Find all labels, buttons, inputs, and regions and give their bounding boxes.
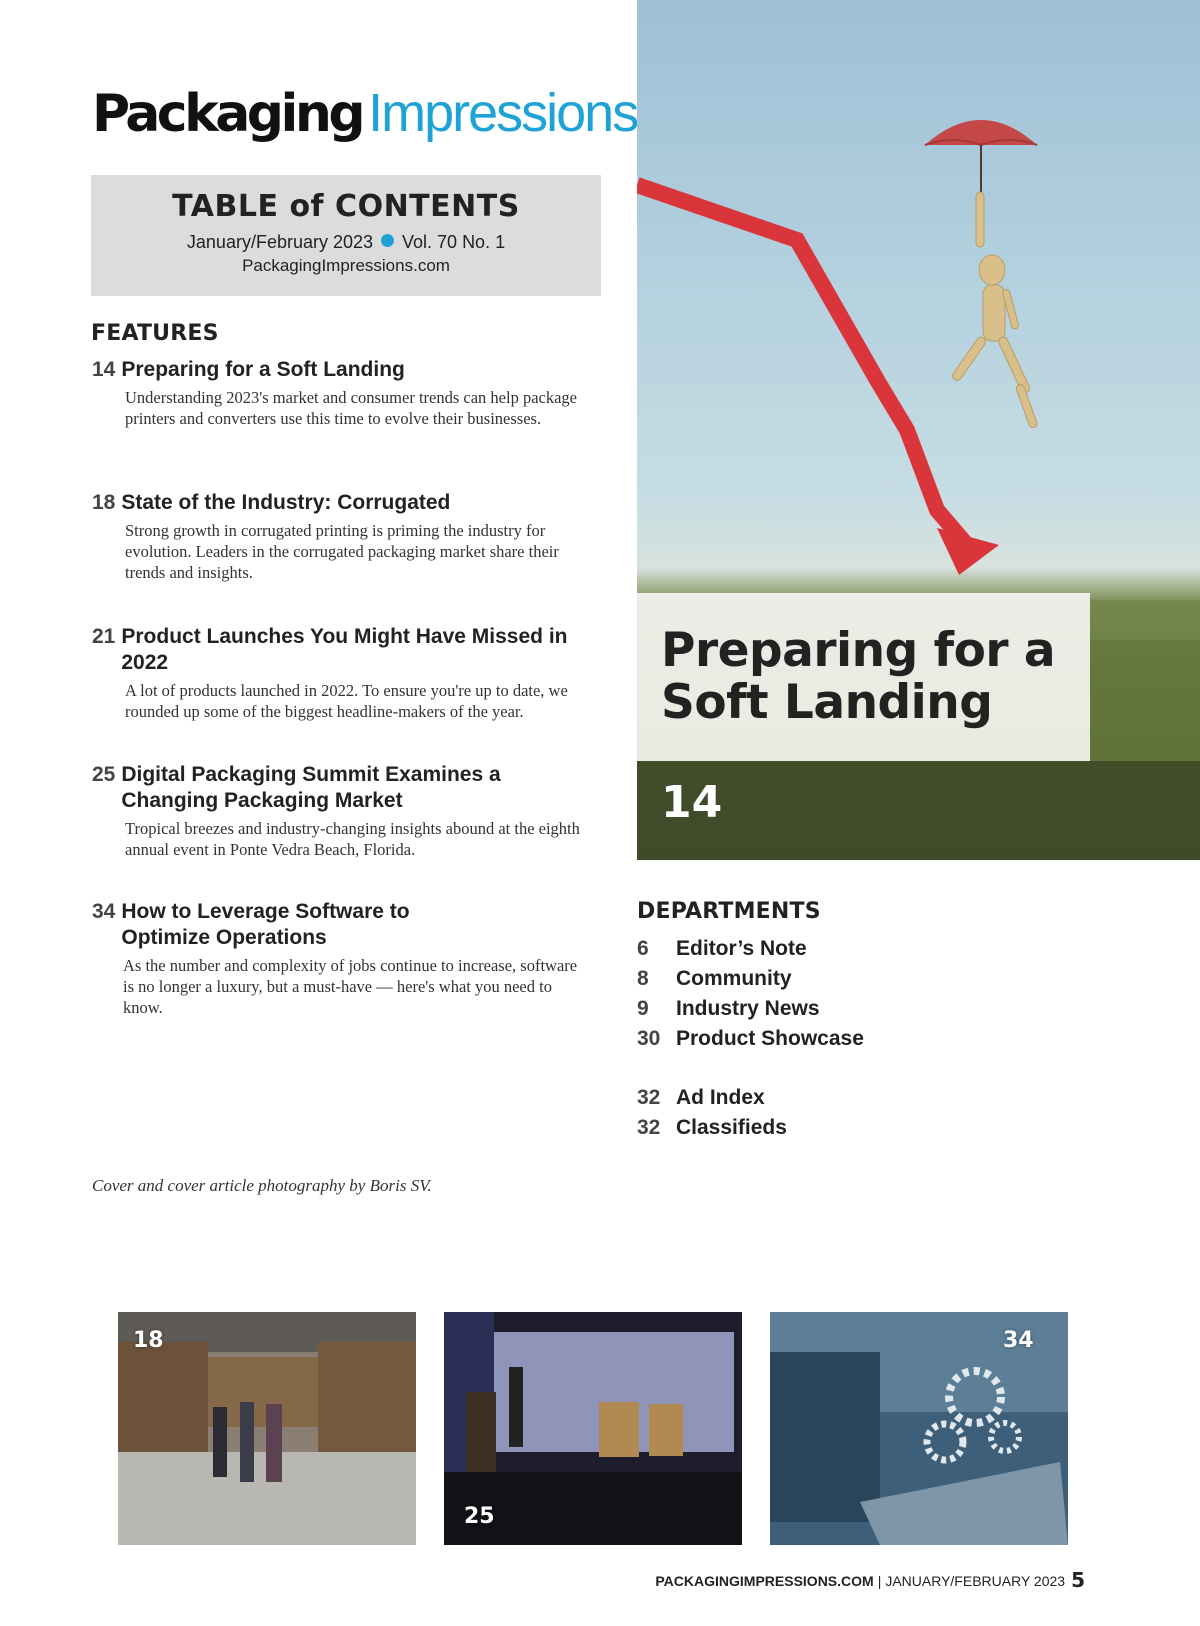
brand-name-light: Impressions [368,83,638,143]
feature-title: State of the Industry: Corrugated [121,491,451,514]
department-label: Ad Index [676,1086,765,1109]
department-page: 9 [637,997,649,1020]
toc-header-box [91,175,601,296]
department-page: 32 [637,1116,661,1139]
site-url[interactable]: PackagingImpressions.com [242,256,450,275]
department-spacer [637,1054,864,1083]
cover-image[interactable] [637,0,1200,860]
feature-page: 14 [92,358,116,381]
masthead-logo [92,82,638,152]
department-page: 30 [637,1027,661,1050]
features-heading: FEATURES [91,321,219,346]
feature-page: 25 [92,763,116,786]
department-page: 8 [637,967,649,990]
umbrella-icon [925,120,1037,195]
department-label: Industry News [676,997,820,1020]
thumbnail-summit[interactable] [444,1312,742,1545]
brand-name-bold: Packaging [92,84,363,144]
feature-item[interactable] [92,357,602,429]
photo-credit: Cover and cover article photography by Boris SV. [92,1176,432,1195]
feature-item[interactable] [92,762,602,860]
feature-description: Tropical breezes and industry-changing insights abound at the eighth annual event in Ponte Vedra Beach, Florida. [125,819,580,859]
thumbnail-page-number: 34 [1003,1328,1034,1353]
department-item[interactable] [637,934,864,964]
thumbnail-software[interactable] [770,1312,1068,1545]
cover-title: Preparing for a Soft Landing [661,623,1056,730]
footer-separator: | [877,1573,882,1589]
feature-description: As the number and complexity of jobs continue to increase, software is no longer a luxury, but a must-have — here's what you need to know. [123,956,578,1017]
departments-list [637,934,864,1143]
department-label: Product Showcase [676,1027,864,1050]
falling-arrow-icon [637,185,967,545]
wooden-figure-icon [951,192,1038,429]
department-item[interactable] [637,1113,864,1143]
feature-item[interactable] [92,490,602,583]
department-label: Classifieds [676,1116,787,1139]
cover-title-box [637,593,1090,761]
page-footer [655,1568,1085,1592]
issue-volume: Vol. 70 No. 1 [402,232,506,252]
feature-description: Understanding 2023's market and consumer trends can help package printers and converters use this time to evolve their businesses. [125,388,577,428]
footer-page-number: 5 [1071,1568,1085,1592]
thumbnail-warehouse[interactable] [118,1312,416,1545]
feature-page: 18 [92,491,116,514]
feature-title: Product Launches You Might Have Missed in 2022 [121,625,568,674]
thumbnail-page-number: 18 [133,1328,164,1353]
issue-line [91,232,601,253]
cover-page-number: 14 [661,777,723,828]
department-item[interactable] [637,994,864,1024]
department-item[interactable] [637,1024,864,1054]
footer-site[interactable]: PACKAGINGIMPRESSIONS.COM [655,1573,874,1589]
departments-heading: DEPARTMENTS [637,899,821,924]
department-page: 32 [637,1086,661,1109]
toc-title: TABLE of CONTENTS [172,189,520,224]
feature-page: 34 [92,900,116,923]
department-label: Community [676,967,792,990]
footer-issue: JANUARY/FEBRUARY 2023 [885,1573,1066,1589]
issue-date: January/February 2023 [186,232,374,252]
department-page: 6 [637,937,649,960]
feature-item[interactable] [92,899,602,1018]
department-item[interactable] [637,964,864,994]
feature-title: Digital Packaging Summit Examines a Changing Packaging Market [121,763,501,812]
feature-page: 21 [92,625,116,648]
bullet-dot-icon [381,234,394,247]
department-item[interactable] [637,1083,864,1113]
feature-description: Strong growth in corrugated printing is priming the industry for evolution. Leaders in the corrugated packaging market share their trends and insights. [125,521,559,582]
thumbnail-page-number: 25 [464,1504,495,1529]
feature-title: Preparing for a Soft Landing [121,358,405,381]
cover-page-band [637,761,1200,860]
feature-item[interactable] [92,624,602,722]
department-label: Editor’s Note [676,937,807,960]
feature-title: How to Leverage Software to Optimize Operations [121,900,410,949]
feature-description: A lot of products launched in 2022. To ensure you're up to date, we rounded up some of the biggest headline-makers of the year. [125,681,568,721]
